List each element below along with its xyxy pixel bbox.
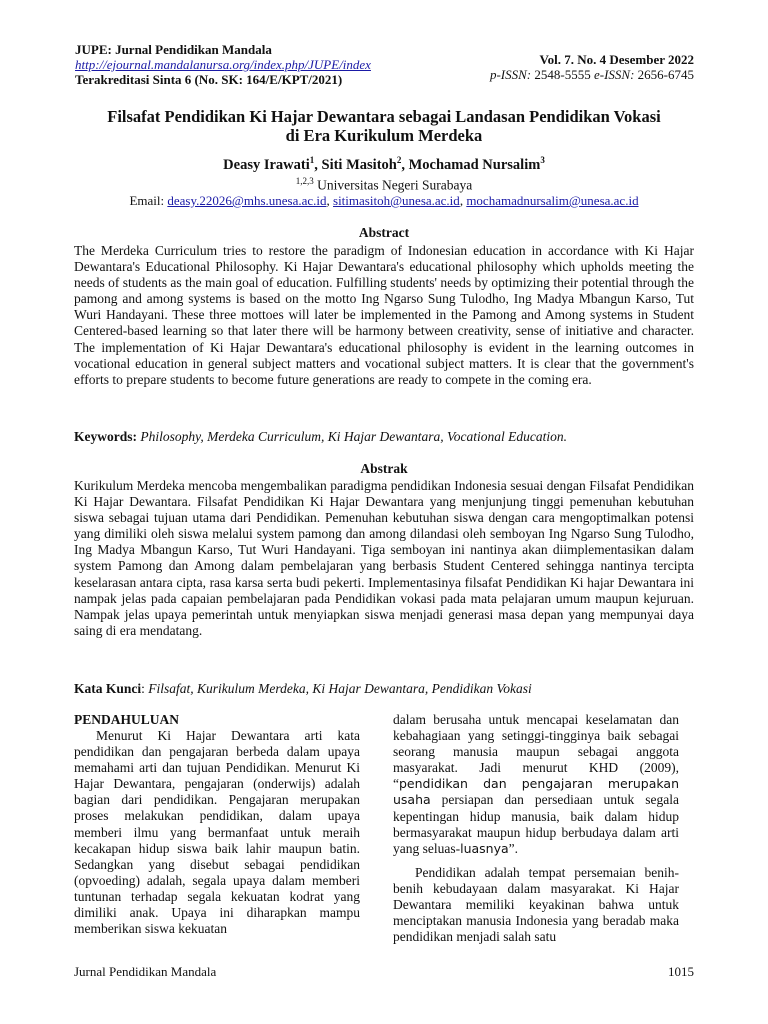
abstrak-body: Kurikulum Merdeka mencoba mengembalikan paradigma pendidikan Indonesia sesuai dengan Filsafat Pendidikan Ki Hajar Dewantara. Filsafat Pendidikan Ki Hajar Dewantara yang menjunjung tinggi pemenuhan kebutuhan siswa sebagai tujuan utama dari Pendidikan. Pemenuhan kebutuhan siswa dengan cara mengoptimalkan potensi yang dimiliki oleh siswa melalui system pamong dan among dilandasi oleh semboyan Ing Ngarso Sung Tulodho, Ing Madya Mbangun Karso, Tut Wuri Handayani. Tiga semboyan ini nantinya akan diimplementasikan dalam system Pamong dan Among dalam pembelajaran yang berbasis Student Centered sehingga nantinya tercipta keselarasan antara cipta, rasa karsa serta budi pekerti. Implementasinya filsafat Pendidikan Ki hajar Dewantara ini nampak jelas pada capaian pembelajaran pada Pendidikan vokasi pada mata pelajaran umum maupun kejuruan. Nampak jelas upaya pemerintah untuk menyiapkan siswa menjadi generasi masa depan yang mempunyai daya saing di era mendatang. — [74, 478, 694, 638]
accreditation-text: Terakreditasi Sinta 6 (No. SK: 164/E/KPT/2021) — [75, 72, 343, 87]
abstrak-heading: Abstrak — [360, 461, 408, 476]
p-issn-label: p-ISSN: — [489, 67, 532, 82]
issn-line — [490, 67, 694, 82]
section-heading: PENDAHULUAN — [74, 712, 180, 727]
email-label: Email: — [129, 193, 165, 208]
e-issn-label: e-ISSN: — [593, 67, 635, 82]
body-paragraph: dalam berusaha untuk mencapai keselamatan dan kebahagiaan yang setinggi-tingginya baik sebagai seorang manusia maupun sebagai anggota masyarakat. Jadi menurut KHD (2009), “pendidikan dan pengajaran merupakan usaha persiapan dan persediaan untuk segala kepentingan hidup manusia, baik dalam hidup bermasyarakat maupun hidup berbudaya dalam arti yang seluas-luasnya”. — [393, 712, 680, 856]
affiliation — [60, 176, 708, 194]
title-line-2: di Era Kurikulum Merdeka — [285, 126, 483, 145]
journal-name: JUPE: Jurnal Pendidikan Mandala — [75, 42, 272, 57]
paper-title — [60, 107, 708, 145]
quote-text: persiapan dan persediaan untuk segala kepentingan hidup manusia, baik dalam hidup bermasyarakat maupun hidup berbudaya dalam arti yang seluas- — [393, 792, 680, 856]
journal-url-link[interactable]: http://ejournal.mandalanursa.org/index.php/JUPE/index — [75, 57, 371, 72]
keywords-line — [74, 429, 694, 445]
affiliation-name: Universitas Negeri Surabaya — [317, 177, 473, 193]
page-number: 1015 — [668, 964, 694, 979]
email-link[interactable]: deasy.22026@mhs.unesa.ac.id — [167, 193, 327, 208]
volume-info — [490, 52, 694, 82]
abstract-heading: Abstract — [358, 225, 410, 240]
title-line-1: Filsafat Pendidikan Ki Hajar Dewantara sebagai Landasan Pendidikan Vokasi — [107, 107, 661, 126]
body-column-right — [393, 712, 679, 945]
affiliation-mark: 1,2,3 — [295, 176, 314, 186]
email-link[interactable]: mochamadnursalim@unesa.ac.id — [466, 193, 639, 208]
author-affil-mark: 2 — [396, 155, 402, 165]
footer-journal: Jurnal Pendidikan Mandala — [74, 964, 217, 979]
body-paragraph: Pendidikan adalah tempat persemaian benih-benih kebudayaan dalam masyarakat. Ki Hajar Dewantara memiliki keyakinan bahwa untuk menciptakan manusia Indonesia yang beradab maka pendidikan menjadi salah satu — [393, 864, 679, 945]
quote-handwritten: pendidikan dan pengajaran merupakan usaha — [393, 776, 679, 808]
email-line: Email: deasy.22026@mhs.unesa.ac.id, sitimasitoh@unesa.ac.id, mochamadnursalim@unesa.ac.id — [129, 193, 639, 208]
author-affil-mark: 3 — [540, 155, 545, 165]
author-list: Deasy Irawati$^1$, Siti Masitoh$^2$, Mochamad Nursalim$^3$ — [223, 155, 545, 173]
body-paragraph: Menurut Ki Hajar Dewantara arti kata pendidikan dan pengajaran berbeda dalam upaya memahami arti dan tujuan Pendidikan. Menurut Ki Hajar Dewantara, pengajaran (onderwijs) adalah bagian dari pendidikan. Pengajaran merupakan proses melakukan pendidikan, dalam upaya memberi ilmu yang bermanfaat untuk meraih kecakapan hidup siswa baik lahir maupun batin. Sedangkan yang disebut sebagai pendidikan (opvoeding) adalah, segala upaya dalam memberi tuntunan terhadap segala kekuatan kodrat yang dimiliki anak. Upaya ini diharapkan mampu memberikan siswa kekuatan — [74, 728, 360, 937]
email-link[interactable]: sitimasitoh@unesa.ac.id — [333, 193, 460, 208]
author-name: Siti Masitoh — [321, 156, 397, 173]
keywords-label: Keywords: — [74, 429, 137, 444]
author-name: Mochamad Nursalim — [408, 156, 541, 173]
abstract-body: The Merdeka Curriculum tries to restore the paradigm of Indonesian education in accordance with Ki Hajar Dewantara's Educational Philosophy. Ki Hajar Dewantara's educational philosophy which upholds meeting the needs of students as the main goal of education. Fulfilling students' needs by optimizing their potential through the pamong and among systems is based on the motto Ing Ngarso Sung Tulodho, Ing Madya Mbangun Karso, Tut Wuri Handayani. These three mottoes will later be implemented in the Pamong and Among systems in Student Centered-based learning so that later there will be harmony between creativity, sense of initiative and character. The implementation of Ki Hajar Dewantara's educational philosophy is evident in the learning outcomes in vocational education in general subject matters and vocational subject matters. It is clear that the government's efforts to prepare students to become future generations are ready to compete in the coming era. — [74, 243, 694, 387]
keywords-text: Philosophy, Merdeka Curriculum, Ki Hajar Dewantara, Vocational Education. — [140, 429, 567, 444]
kata-kunci-label: Kata Kunci — [74, 681, 142, 696]
author-name: Deasy Irawati — [223, 156, 310, 173]
body-column-left — [74, 712, 360, 937]
author-affil-mark: 1 — [309, 155, 315, 165]
kata-kunci-text: Filsafat, Kurikulum Merdeka, Ki Hajar Dewantara, Pendidikan Vokasi — [148, 681, 532, 696]
quote-handwritten-end: luasnya — [460, 840, 509, 856]
p-issn-value: 2548-5555 — [534, 67, 591, 82]
kata-kunci-line: Kata Kunci: Filsafat, Kurikulum Merdeka, Ki Hajar Dewantara, Pendidikan Vokasi — [74, 681, 532, 696]
journal-header — [75, 42, 371, 87]
paragraph-lead: dalam berusaha untuk mencapai keselamatan dan kebahagiaan yang setinggi-tingginya baik sebagai seorang manusia maupun sebagai anggota masyarakat. Jadi menurut KHD (2009), — [393, 712, 679, 776]
e-issn-value: 2656-6745 — [637, 67, 694, 82]
volume-number: Vol. 7. No. 4 Desember 2022 — [539, 52, 694, 67]
